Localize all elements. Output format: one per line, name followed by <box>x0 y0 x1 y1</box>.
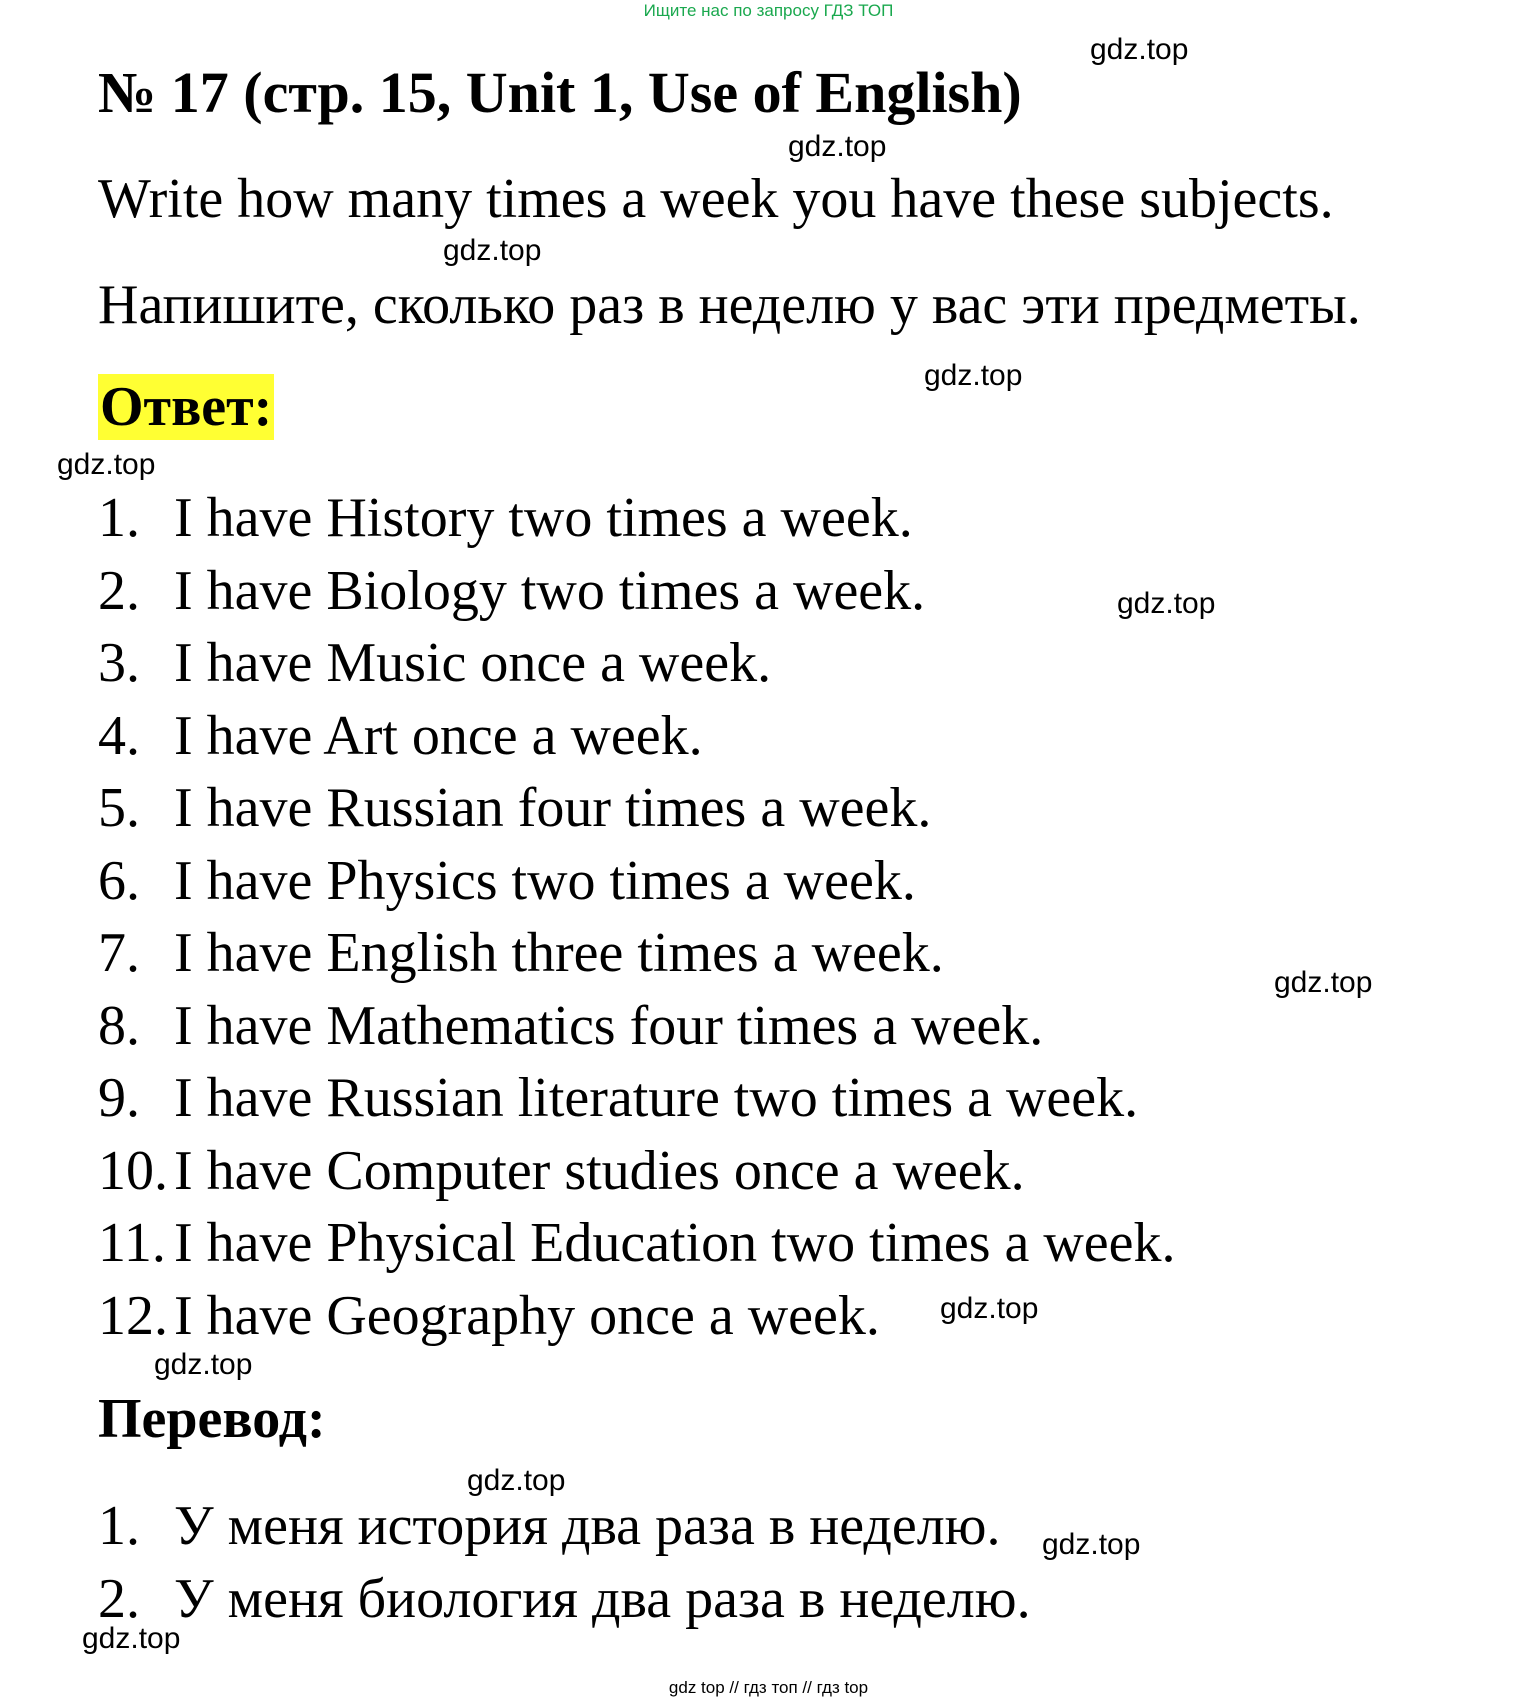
top-banner[interactable]: Ищите нас по запросу ГДЗ ТОП <box>643 1 894 20</box>
item-text: I have Russian literature two times a week. <box>174 1067 1139 1129</box>
item-number: 4. <box>98 704 140 767</box>
watermark: gdz.top <box>924 359 1023 392</box>
list-item <box>98 1207 1176 1280</box>
list-item <box>98 1563 1031 1636</box>
item-text: I have Biology two times a week. <box>174 559 926 622</box>
item-number: 1. <box>98 1495 140 1557</box>
exercise-title: № 17 (стр. 15, Unit 1, Use of English) <box>98 60 1022 125</box>
item-text: У меня история два раза в неделю. <box>174 1495 1001 1557</box>
item-number: 1. <box>98 487 140 549</box>
watermark: gdz.top <box>1117 587 1216 620</box>
watermark: gdz.top <box>154 1348 253 1381</box>
item-number: 7. <box>98 922 140 984</box>
watermark: gdz.top <box>57 448 156 481</box>
instruction-english: Write how many times a week you have these subjects. <box>98 168 1334 230</box>
instruction-russian: Напишите, сколько раз в неделю у вас эти предметы. <box>98 274 1361 336</box>
translation-list <box>98 1490 1031 1636</box>
item-number: 2. <box>98 1568 140 1630</box>
footer-links: gdz top // гдз топ // гдз top <box>668 1678 869 1697</box>
watermark: gdz.top <box>1090 33 1189 66</box>
item-number: 11. <box>98 1212 166 1274</box>
watermark: gdz.top <box>467 1464 566 1497</box>
item-text: I have Geography once a week. <box>174 1284 880 1347</box>
item-text: I have Art once a week. <box>174 704 703 767</box>
answer-list <box>98 482 1176 1352</box>
item-number: 10. <box>98 1139 168 1202</box>
item-number: 6. <box>98 849 140 912</box>
item-number: 8. <box>98 994 140 1057</box>
list-item <box>98 700 1176 773</box>
translation-heading: Перевод: <box>98 1388 326 1450</box>
item-text: I have Music once a week. <box>174 632 772 694</box>
watermark: gdz.top <box>1274 966 1373 999</box>
item-text: I have Russian four times a week. <box>174 777 932 839</box>
item-text: I have Computer studies once a week. <box>174 1139 1025 1202</box>
item-text: I have English three times a week. <box>174 922 944 984</box>
item-text: I have Physical Education two times a week. <box>174 1212 1176 1274</box>
item-number: 3. <box>98 632 140 694</box>
list-item <box>98 1062 1176 1135</box>
list-item <box>98 917 1176 990</box>
watermark: gdz.top <box>788 130 887 163</box>
watermark: gdz.top <box>443 234 542 267</box>
list-item <box>98 555 1176 628</box>
item-text: I have History two times a week. <box>174 487 913 549</box>
watermark: gdz.top <box>1042 1528 1141 1561</box>
list-item <box>98 990 1176 1063</box>
list-item <box>98 845 1176 918</box>
list-item <box>98 772 1176 845</box>
watermark: gdz.top <box>940 1292 1039 1325</box>
item-text: У меня биология два раза в неделю. <box>174 1568 1031 1630</box>
item-number: 2. <box>98 559 140 622</box>
list-item <box>98 627 1176 700</box>
item-text: I have Mathematics four times a week. <box>174 994 1044 1057</box>
list-item <box>98 1490 1031 1563</box>
item-number: 5. <box>98 777 140 839</box>
list-item <box>98 482 1176 555</box>
item-number: 12. <box>98 1284 168 1347</box>
list-item <box>98 1135 1176 1208</box>
item-number: 9. <box>98 1067 140 1129</box>
watermark: gdz.top <box>82 1622 181 1655</box>
item-text: I have Physics two times a week. <box>174 849 916 912</box>
answer-heading: Ответ: <box>100 376 273 438</box>
